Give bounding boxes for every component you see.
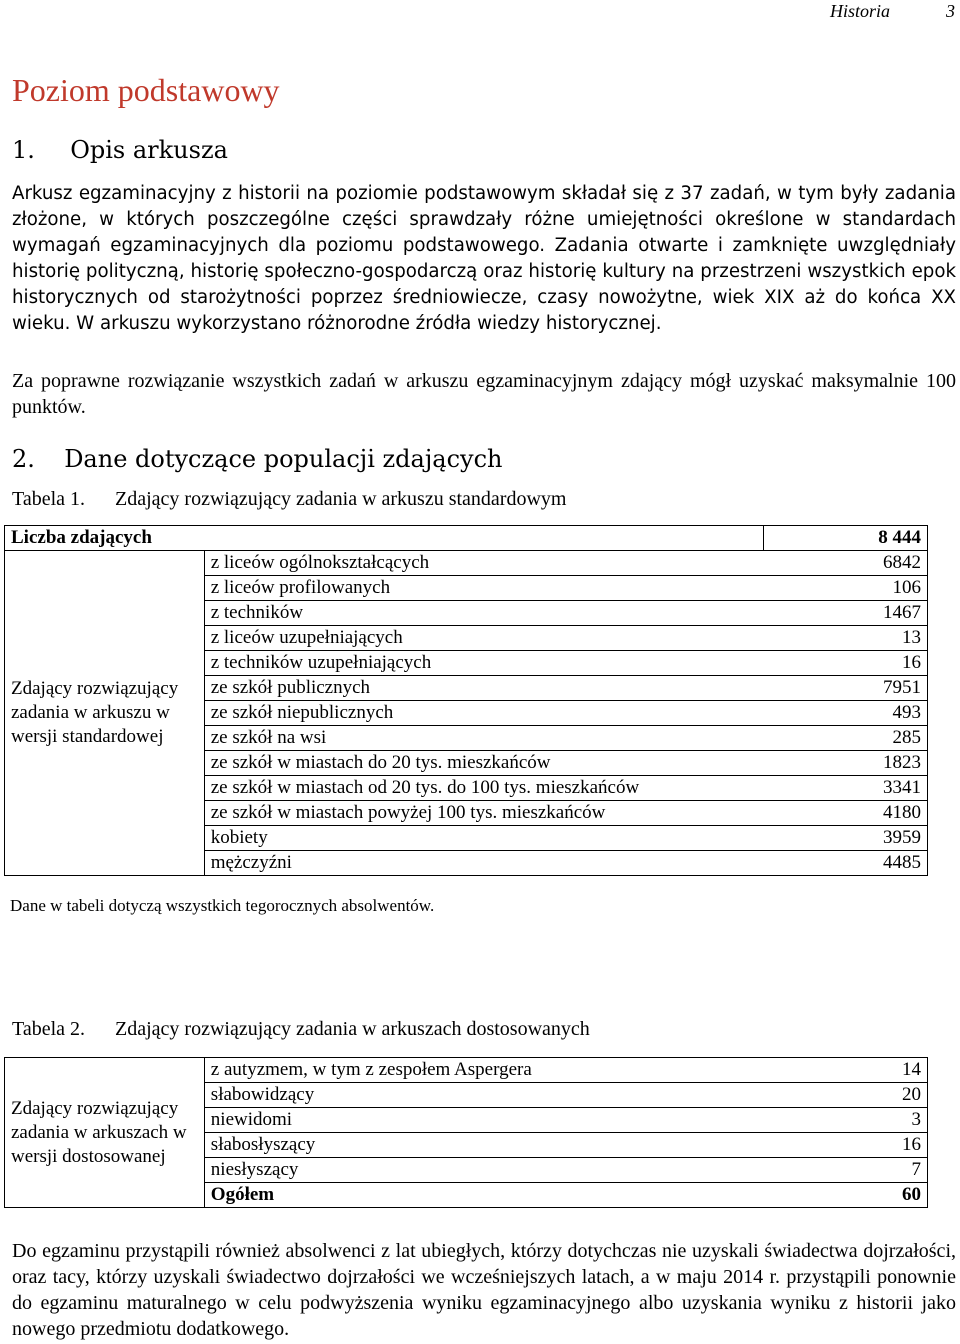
cell-value: 6842	[764, 551, 928, 576]
table-row	[5, 551, 928, 576]
total-value: 60	[764, 1183, 928, 1208]
points-paragraph: Za poprawne rozwiązanie wszystkich zadań w arkuszu egzaminacyjnym zdający mógł uzyskać maksymalnie 100 punktów.	[12, 370, 956, 418]
table-row	[5, 526, 928, 551]
row-group-label: Zdający rozwiązujący zadania w arkuszu w wersji standardowej	[5, 551, 205, 876]
cell-label: niewidomi	[204, 1108, 763, 1133]
row-group-label: Zdający rozwiązujący zadania w arkuszach w wersji dostosowanej	[5, 1058, 205, 1208]
cell-value: 4180	[764, 801, 928, 826]
cell-value: 13	[764, 626, 928, 651]
table-adapted-sheet	[4, 1057, 928, 1208]
table-note: Dane w tabeli dotyczą wszystkich tegorocznych absolwentów.	[10, 896, 435, 915]
cell-label: z techników	[204, 601, 764, 626]
cell-label: z liceów uzupełniających	[204, 626, 764, 651]
cell-value: 16	[764, 651, 928, 676]
cell-value: 4485	[764, 851, 928, 876]
cell-label: ze szkół niepublicznych	[204, 701, 764, 726]
table-caption-label: Tabela 1.	[12, 488, 86, 510]
total-label: Liczba zdających	[5, 526, 764, 551]
running-header	[0, 0, 960, 24]
cell-value: 3	[764, 1108, 928, 1133]
table-caption-2	[12, 1018, 590, 1041]
table-row	[5, 1058, 928, 1083]
table-caption-1	[12, 488, 566, 511]
cell-label: ze szkół w miastach powyżej 100 tys. mieszkańców	[204, 801, 764, 826]
cell-label: ze szkół na wsi	[204, 726, 764, 751]
cell-label: ze szkół publicznych	[204, 676, 764, 701]
cell-value: 1467	[764, 601, 928, 626]
cell-label: ze szkół w miastach od 20 tys. do 100 tys. mieszkańców	[204, 776, 764, 801]
page-number: 3	[946, 1, 955, 21]
page-title: Poziom podstawowy	[12, 72, 280, 108]
cell-value: 20	[764, 1083, 928, 1108]
cell-value: 3341	[764, 776, 928, 801]
cell-label: z techników uzupełniających	[204, 651, 764, 676]
cell-value: 493	[764, 701, 928, 726]
cell-label: z liceów profilowanych	[204, 576, 764, 601]
section-number: 2.	[12, 445, 35, 473]
table-standard-sheet	[4, 525, 928, 876]
cell-value: 106	[764, 576, 928, 601]
total-value: 8 444	[764, 526, 928, 551]
section-heading-1	[12, 136, 228, 164]
cell-value: 1823	[764, 751, 928, 776]
cell-value: 285	[764, 726, 928, 751]
cell-label: z liceów ogólnokształcących	[204, 551, 764, 576]
section-number: 1.	[12, 136, 35, 164]
cell-label: niesłyszący	[204, 1158, 763, 1183]
cell-label: słabowidzący	[204, 1083, 763, 1108]
cell-label: słabosłyszący	[204, 1133, 763, 1158]
section-title: Dane dotyczące populacji zdających	[64, 445, 503, 473]
closing-paragraph: Do egzaminu przystąpili również absolwenci z lat ubiegłych, którzy dotychczas nie uzyskali świadectwa dojrzałości, oraz tacy, którzy uzyskali świadectwo dojrzałości we wcześniejszych latach, a w maju 2014 r. przystąpili ponownie do egzaminu maturalnego w celu podwyższenia wyniku egzaminacyjnego albo uzyskania wyniku z historii jako nowego przedmiotu dodatkowego.	[12, 1240, 956, 1340]
table-caption-label: Tabela 2.	[12, 1018, 86, 1040]
cell-value: 3959	[764, 826, 928, 851]
cell-value: 16	[764, 1133, 928, 1158]
section-title: Opis arkusza	[70, 136, 228, 164]
table-caption-text: Zdający rozwiązujący zadania w arkuszach dostosowanych	[115, 1018, 590, 1040]
cell-value: 7951	[764, 676, 928, 701]
cell-label: mężczyźni	[204, 851, 764, 876]
cell-label: kobiety	[204, 826, 764, 851]
total-label: Ogółem	[204, 1183, 763, 1208]
description-paragraph: Arkusz egzaminacyjny z historii na poziomie podstawowym składał się z 37 zadań, w tym były zadania złożone, w których poszczególne części sprawdzały różne umiejętności określone w standardach wymagań egzaminacyjnych dla poziomu podstawowego. Zadania otwarte i zamknięte uwzględniały historię polityczną, historię społeczno-gospodarczą oraz historię kultury na przestrzeni wszystkich epok historycznych od starożytności poprzez średniowiecze, czasy nowożytne, wiek XIX aż do końca XX wieku. W arkuszu wykorzystano różnorodne źródła wiedzy historycznej.	[12, 183, 956, 334]
cell-label: z autyzmem, w tym z zespołem Aspergera	[204, 1058, 763, 1083]
cell-value: 7	[764, 1158, 928, 1183]
running-header-section: Historia	[830, 1, 891, 21]
section-heading-2	[12, 445, 502, 473]
cell-label: ze szkół w miastach do 20 tys. mieszkańców	[204, 751, 764, 776]
table-caption-text: Zdający rozwiązujący zadania w arkuszu standardowym	[115, 488, 567, 510]
cell-value: 14	[764, 1058, 928, 1083]
